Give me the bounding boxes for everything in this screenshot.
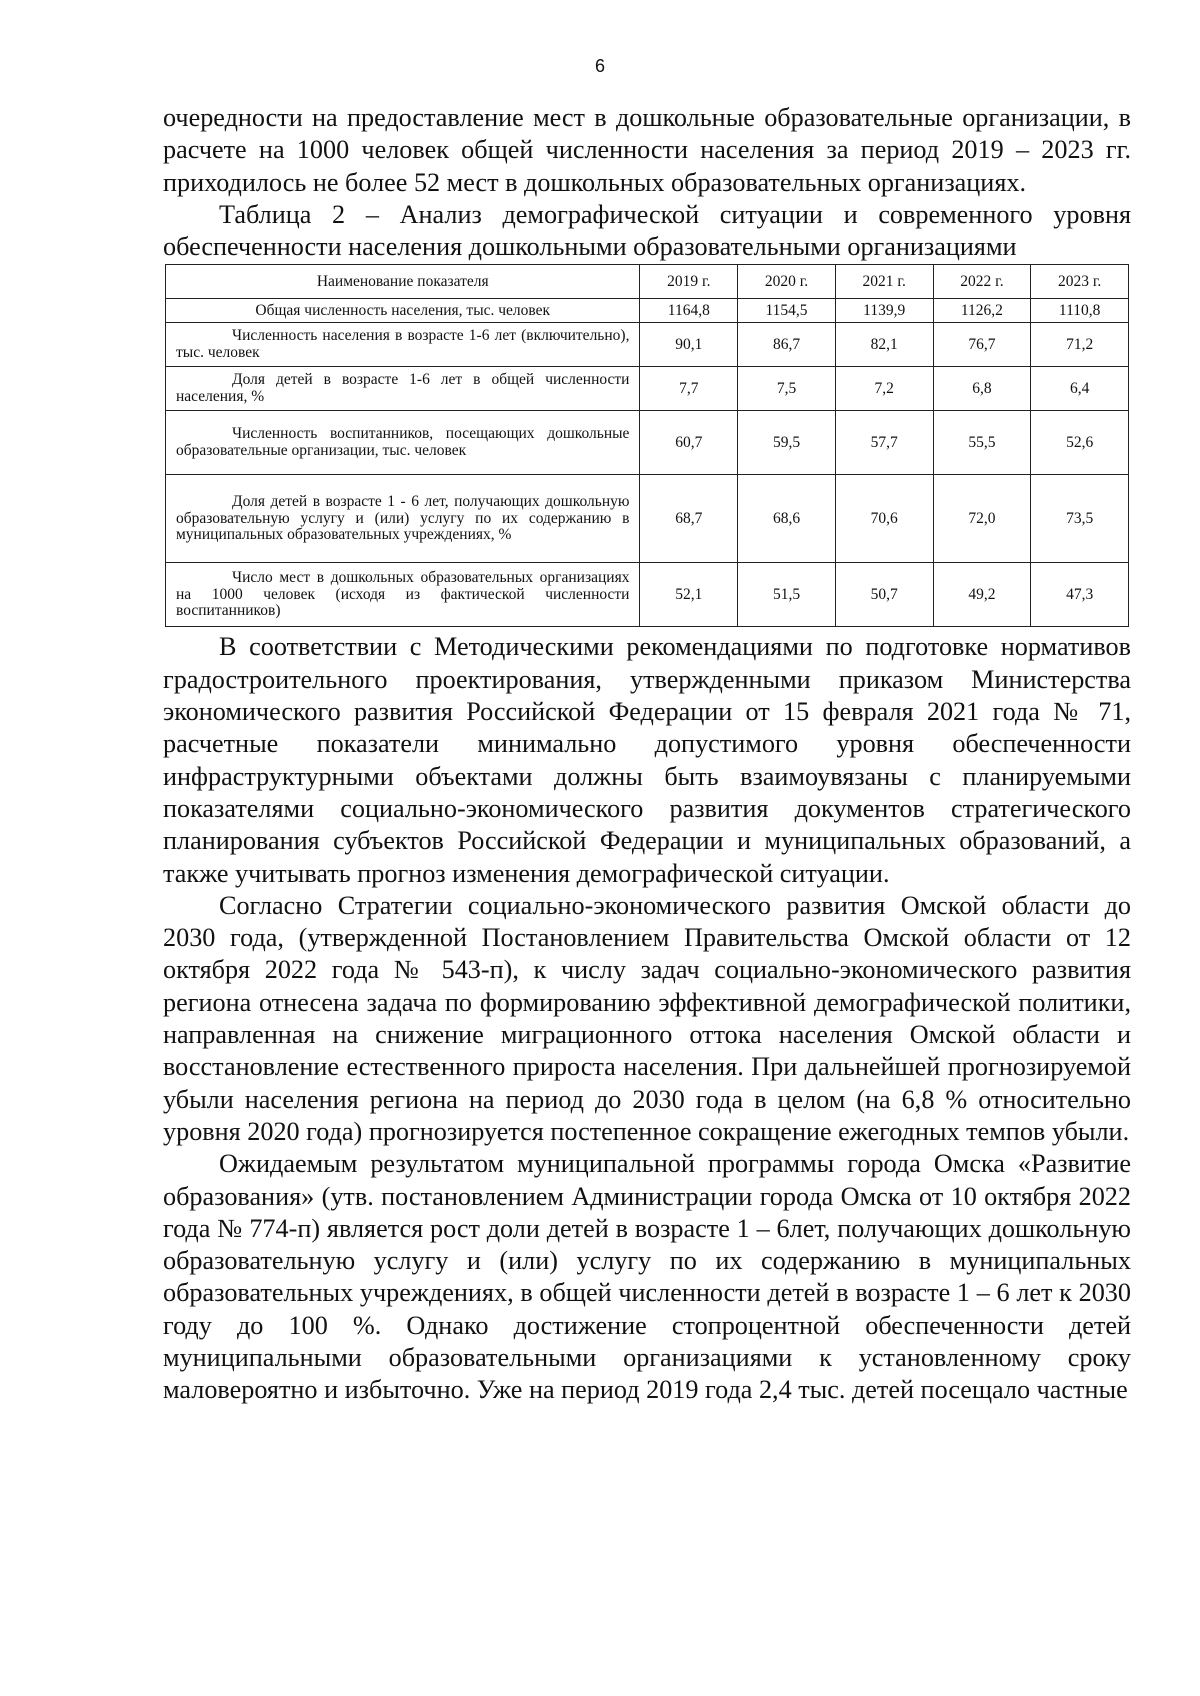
cell-value: 70,6 xyxy=(835,475,933,563)
cell-value: 55,5 xyxy=(933,411,1031,475)
table-row xyxy=(166,299,1129,323)
table-header-row xyxy=(166,265,1129,299)
document-body xyxy=(163,102,1131,1407)
cell-value: 71,2 xyxy=(1031,323,1129,367)
table-caption: Таблица 2 – Анализ демографической ситуации и современного уровня обеспеченности населения дошкольными образовательными организациями xyxy=(163,199,1131,262)
table-row xyxy=(166,563,1129,627)
paragraph: Ожидаемым результатом муниципальной программы города Омска «Развитие образования» (утв. постановлением Администрации города Омска от 10 октября 2022 года № 774-п) является рост доли детей в возрасте 1 – 6лет, получающих дошкольную образовательную услугу и (или) услугу по их содержанию в муниципальных образовательных учреждениях, в общей численности детей в возрасте 1 – 6 лет к 2030 году до 100 %. Однако достижение стопроцентной обеспеченности детей муниципальными образовательными организациями к установленному сроку маловероятно и избыточно. Уже на период 2019 года 2,4 тыс. детей посещало частные xyxy=(163,1149,1131,1405)
cell-value: 1154,5 xyxy=(738,299,836,323)
cell-value: 47,3 xyxy=(1031,563,1129,627)
cell-value: 1126,2 xyxy=(933,299,1031,323)
header-year-2022: 2022 г. xyxy=(933,265,1031,299)
cell-value: 7,2 xyxy=(835,367,933,411)
table-row xyxy=(166,367,1129,411)
table-container xyxy=(163,264,1131,627)
header-year-2019: 2019 г. xyxy=(640,265,738,299)
cell-value: 73,5 xyxy=(1031,475,1129,563)
header-year-2020: 2020 г. xyxy=(738,265,836,299)
row-label: Численность населения в возрасте 1-6 лет (включительно), тыс. человек xyxy=(166,323,640,367)
cell-value: 7,7 xyxy=(640,367,738,411)
cell-value: 50,7 xyxy=(835,563,933,627)
cell-value: 68,7 xyxy=(640,475,738,563)
header-indicator-name: Наименование показателя xyxy=(166,265,640,299)
table-row xyxy=(166,475,1129,563)
cell-value: 57,7 xyxy=(835,411,933,475)
row-label: Доля детей в возрасте 1 - 6 лет, получающих дошкольную образовательную услугу и (или) услугу по их содержанию в муниципальных образовательных учреждениях, % xyxy=(166,475,640,563)
paragraph-continuation: очередности на предоставление мест в дошкольные образовательные организации, в расчете на 1000 человек общей численности населения за период 2019 – 2023 гг. приходилось не более 52 мест в дошкольных образовательных организациях. xyxy=(163,103,1131,197)
header-year-2021: 2021 г. xyxy=(835,265,933,299)
cell-value: 1139,9 xyxy=(835,299,933,323)
cell-value: 72,0 xyxy=(933,475,1031,563)
cell-value: 1164,8 xyxy=(640,299,738,323)
cell-value: 52,6 xyxy=(1031,411,1129,475)
cell-value: 76,7 xyxy=(933,323,1031,367)
row-label: Доля детей в возрасте 1-6 лет в общей численности населения, % xyxy=(166,367,640,411)
row-label: Число мест в дошкольных образовательных организациях на 1000 человек (исходя из фактической численности воспитанников) xyxy=(166,563,640,627)
cell-value: 82,1 xyxy=(835,323,933,367)
cell-value: 51,5 xyxy=(738,563,836,627)
cell-value: 86,7 xyxy=(738,323,836,367)
cell-value: 1110,8 xyxy=(1031,299,1129,323)
demographics-table xyxy=(165,264,1129,627)
paragraph: В соответствии с Методическими рекомендациями по подготовке нормативов градостроительного проектирования, утвержденными приказом Министерства экономического развития Российской Федерации от 15 февраля 2021 года № 71, расчетные показатели минимально допустимого уровня обеспеченности инфраструктурными объектами должны быть взаимоувязаны с планируемыми показателями социально-экономического развития документов стратегического планирования субъектов Российской Федерации и муниципальных образований, а также учитывать прогноз изменения демографической ситуации. xyxy=(163,632,1131,888)
cell-value: 60,7 xyxy=(640,411,738,475)
cell-value: 52,1 xyxy=(640,563,738,627)
header-year-2023: 2023 г. xyxy=(1031,265,1129,299)
cell-value: 6,8 xyxy=(933,367,1031,411)
table-row xyxy=(166,411,1129,475)
table-row xyxy=(166,323,1129,367)
cell-value: 59,5 xyxy=(738,411,836,475)
cell-value: 68,6 xyxy=(738,475,836,563)
cell-value: 6,4 xyxy=(1031,367,1129,411)
row-label: Общая численность населения, тыс. человек xyxy=(166,299,640,323)
cell-value: 7,5 xyxy=(738,367,836,411)
paragraph: Согласно Стратегии социально-экономического развития Омской области до 2030 года, (утвержденной Постановлением Правительства Омской области от 12 октября 2022 года № 543-п), к числу задач социально-экономического развития региона отнесена задача по формированию эффективной демографической политики, направленная на снижение миграционного оттока населения Омской области и восстановление естественного прироста населения. При дальнейшей прогнозируемой убыли населения региона на период до 2030 года в целом (на 6,8 % относительно уровня 2020 года) прогнозируется постепенное сокращение ежегодных темпов убыли. xyxy=(163,890,1131,1146)
row-label: Численность воспитанников, посещающих дошкольные образовательные организации, тыс. человек xyxy=(166,411,640,475)
cell-value: 90,1 xyxy=(640,323,738,367)
cell-value: 49,2 xyxy=(933,563,1031,627)
page-number: 6 xyxy=(594,56,605,76)
